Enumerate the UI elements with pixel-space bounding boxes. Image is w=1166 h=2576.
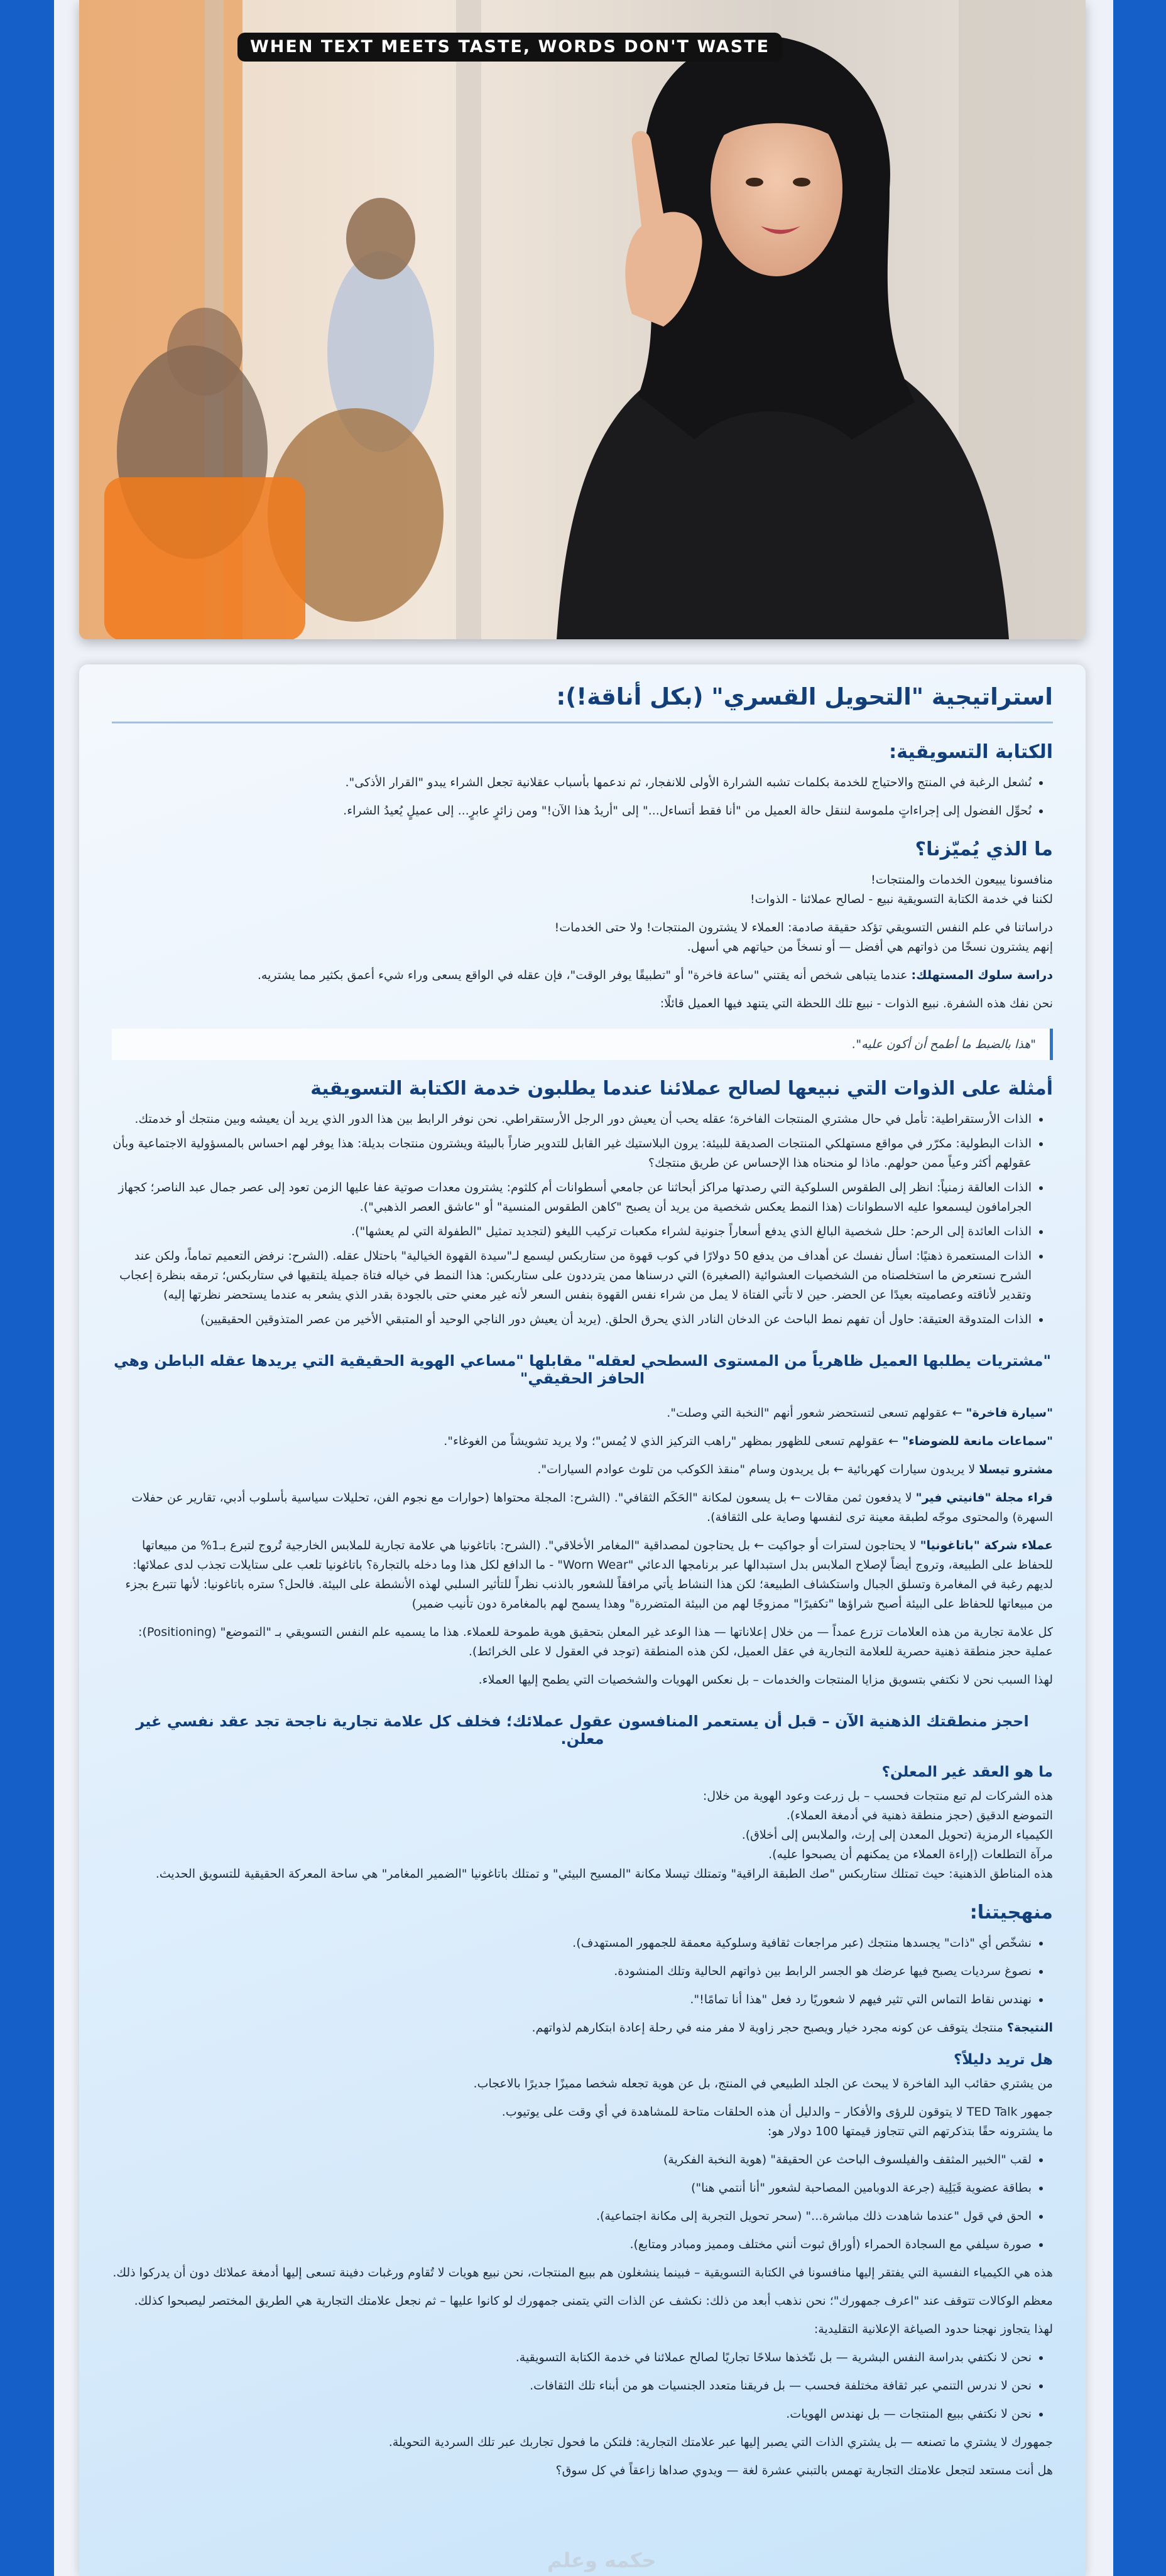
faded-watermark-text: حكمه وعلم bbox=[547, 2548, 657, 2572]
example-label: "سيارة فاخرة" bbox=[966, 1406, 1053, 1420]
example-text: لا يريدون سيارات كهربائية ← بل يريدون وسام "منقذ الكوكب من تلوث عوادم السيارات". bbox=[537, 1463, 976, 1476]
paragraph bbox=[112, 966, 1053, 985]
article-content bbox=[112, 683, 1053, 2489]
paragraph: معظم الوكالات تتوقف عند "اعرف جمهورك"؛ نحن نذهب أبعد من ذلك: نكشف عن الذات التي يتمنى جمهورك لو كانوا عليها – ثم نجعل علامتك التجارية هي الطريق المختصر ليصبحوا كذلك. bbox=[134, 2294, 1053, 2308]
section-heading-book-mental-zone: احجز منطقتك الذهنية الآن – قبل أن يستعمر المنافسون عقول عملائك؛ فخلف كل علامة تجارية ناجحة تجد عقد نفسي غير معلن. bbox=[136, 1713, 1029, 1748]
paragraph: هل أنت مستعد لتجعل علامتك التجارية تهمس بالتبني عشرة لغة — ويدوي صداها زاعقاً في كل سوق؟ bbox=[555, 2464, 1053, 2477]
paragraph: هذه هي الكيمياء النفسية التي يفتقر إليها منافسونا في الكتابة التسويقية – فبينما ينشغلون هم ببيع المنتجات، نحن نبيع هويات لا تُقاوم ورغبات دفينة تسعى إليها أدمغة عملائك دون أن يدركوا ذلك. bbox=[112, 2266, 1053, 2280]
example-text: ← عقولهم تسعى لتستحضر شعور أنهم "النخبة التي وصلت". bbox=[667, 1406, 962, 1420]
example-paragraph bbox=[112, 1488, 1053, 1527]
example-paragraph bbox=[112, 1432, 1053, 1451]
paragraph: من يشتري حقائب اليد الفاخرة لا يبحث عن الجلد الطبيعي في المنتج، بل عن هوية تجعله شخصا مميزًا جديرًا بالاعجاب. bbox=[473, 2077, 1053, 2091]
list-item: • نحن لا نكتفي ببيع المنتجات — بل نهندس الهويات. bbox=[112, 2405, 1032, 2424]
list-item: • نهندس نقاط التماس التي تثير فيهم لا شعوريًا رد فعل "هذا أنا تمامًا!". bbox=[112, 1990, 1032, 2010]
list-item: • الذات الأرستقراطية: تأمل في حال مشتري المنتجات الفاخرة؛ عقله يحب أن يعيش دور الرجل الأرستقراطي. نحن نوفر الرابط بين هذا الدور الذي يريد أن يعيشه وبين منتجك أو خدمتك. bbox=[112, 1110, 1032, 1129]
result-label: النتيجة؟ bbox=[1006, 2021, 1053, 2035]
example-text: ← عقولهم تسعى للظهور بمظهر "راهب التركيز الذي لا يُمس"؛ ولا يريد تشويشاً من الغوغاء". bbox=[444, 1434, 899, 1448]
page bbox=[54, 0, 1113, 2576]
example-paragraph bbox=[112, 1460, 1053, 1480]
list-item: • لقب "الخبير المثقف والفيلسوف الباحث عن الحقيقة" (هوية النخبة الفكرية) bbox=[112, 2150, 1032, 2170]
list-item: • الذات العالقة زمنياً: انظر إلى الطقوس السلوكية التي رصدتها مراكز أبحاثنا عن جامعي أسطوانات أم كلثوم: يشترون معدات صوتية عفا عليها الزمن تعود إلى عصر جمال عبد الناصر؛ كجهاز الجرامافون ليسمعوا عليه الاسطوانات (هذا النمط يعكس شخصية من يريد أن يصبح "كاهن الطقوس المنسية" أو "عاشق العصر الذهبي"). bbox=[112, 1178, 1032, 1217]
hero-image bbox=[79, 0, 1086, 639]
section-heading-methodology: منهجيتنا: bbox=[969, 1902, 1053, 1924]
paragraph: جمهورك لا يشتري ما تصنعه — بل يشتري الذات التي يصبر إليها عبر علامتك التجارية: فلتكن ما فحول تجاربك عبر تلك السردية التحويلة. bbox=[388, 2435, 1053, 2449]
paragraph: كل علامة تجارية من هذه العلامات تزرع عمداً — من خلال إعلاناتها — هذا الوعد غير المعلن بتحقيق هوية طموحة للعملاء. هذا ما يسميه علم النفس التسويقي بـ "التموضع" (Positioning): عملية حجز منطقة ذهنية حصرية للعلامة التجارية في عقل العميل، لكن هذه المنطقة (توجد في العقول لا على الخرائط). bbox=[138, 1625, 1053, 1659]
list-item: • نشخّص أي "ذات" يجسدها منتجك (عبر مراجعات ثقافية وسلوكية معمقة للجمهور المستهدف). bbox=[112, 1934, 1032, 1953]
section-heading-marketing-writing: الكتابة التسويقية: bbox=[889, 741, 1053, 763]
paragraph: لكننا في خدمة الكتابة التسويقية نبيع - لصالح عملائنا - الذوات! bbox=[749, 892, 1053, 906]
paragraph: نحن نفك هذه الشفرة. نبيع الذوات - نبيع تلك اللحظة التي يتنهد فيها العميل قائلًا: bbox=[660, 997, 1053, 1010]
list-item: • بطاقة عضوية قَبَلِية (جرعة الدوبامين المصاحبة لشعور "أنا أنتمي هنا") bbox=[112, 2178, 1032, 2198]
line: التموضع الدقيق (حجز منطقة ذهنية في أدمغة العملاء). bbox=[786, 1809, 1053, 1822]
paragraph: إنهم يشترون نسخًا من ذواتهم هي أفضل — أو نسخاً من حياتهم هي أسهل. bbox=[687, 940, 1053, 954]
list-item: • صورة سيلفي مع السجادة الحمراء (أوراق ثبوت أنني مختلف ومميز ومبادر ومتابع). bbox=[112, 2235, 1032, 2254]
paragraph: لهذا السبب نحن لا نكتفي بتسويق مزايا المنتجات والخدمات – بل نعكس الهويات والشخصيات التي يطمح إليها العملاء. bbox=[478, 1673, 1053, 1687]
methodology-list bbox=[112, 1934, 1053, 2010]
consumer-behavior-label: دراسة سلوك المستهلك: bbox=[911, 968, 1053, 982]
example-label: "سماعات مانعة للضوضاء" bbox=[902, 1434, 1053, 1448]
list-item: • الذات البطولية: مكرّر في مواقع مستهلكي المنتجات الصديقة للبيئة: يرون البلاستيك غير القابل للتدوير ضاراً بالبيئة ويشترون منتجات بديلة: هذا يوفر لهم احساس بالمسؤولية الاجتماعية وبأن عقولهم أكثر وعياً ممن حولهم. ماذا لو منحناه هذا الإحساس عن طريق منتجك؟ bbox=[112, 1134, 1032, 1173]
example-label: قراء مجلة "فانيتي فير" bbox=[915, 1491, 1053, 1505]
list-item: • الذات العائدة إلى الرحم: حلل شخصية البالغ الذي يدفع أسعاراً جنونية لشراء مكعبات تركيب الليغو (لتجديد تمثيل "الطفولة التي لم يعشها"). bbox=[112, 1222, 1032, 1242]
approach-list bbox=[112, 2348, 1053, 2424]
subheading-unwritten-contract: ما هو العقد غير المعلن؟ bbox=[881, 1764, 1053, 1780]
example-paragraph bbox=[112, 1404, 1053, 1423]
hero-caption: WHEN TEXT MEETS TASTE, WORDS DON'T WASTE bbox=[237, 33, 782, 62]
list-item: • نصوغ سرديات يصبح فيها عرضك هو الجسر الرابط بين ذواتهم الحالية وتلك المنشودة. bbox=[112, 1962, 1032, 1981]
hero-photo-illustration bbox=[79, 0, 1086, 639]
right-blue-band bbox=[1113, 0, 1166, 2576]
example-label: عملاء شركة "باتاغونيا" bbox=[920, 1539, 1053, 1552]
article-title: استراتيجية "التحويل القسري" (بكل أناقة!): bbox=[112, 683, 1053, 723]
result-text: منتجك يتوقف عن كونه مجرد خيار ويصبح حجر زاوية لا مفر منه في رحلة إعادة ابتكارهم لذواتهم. bbox=[531, 2021, 1003, 2035]
example-text: لا يدفعون ثمن مقالات ← بل يسعون لمكانة "الحَكَم الثقافي". (الشرح: المجلة محتواها (حوارات مع نجوم الفن، تحليلات سياسية بأسلوب أدبي، تقارير عن حفلات السهرة) والمحتوى موجّه لطبقة معينة ترى لنفسها وصاية على الثقافة). bbox=[131, 1491, 1053, 1524]
paragraph: جمهور TED Talk لا يتوقون للرؤى والأفكار – والدليل أن هذه الحلقات متاحة للمشاهدة في أي وقت على يوتيوب. bbox=[501, 2105, 1053, 2119]
example-paragraph bbox=[112, 1536, 1053, 1614]
marketing-writing-list bbox=[112, 773, 1053, 821]
line: الكيمياء الرمزية (تحويل المعدن إلى إرث، والملابس إلى أخلاق). bbox=[741, 1828, 1053, 1842]
proof-list bbox=[112, 2150, 1053, 2254]
paragraph bbox=[112, 2018, 1053, 2038]
section-heading-surface-vs-identity: "مشتريات يطلبها العميل ظاهرياً من المستوى السطحي لعقله" مقابلها "مساعي الهوية الحقيقية التي يريدها عقله الباطن وهي الحافز الحقيقي" bbox=[114, 1352, 1051, 1387]
list-item: • الذات المتدوقة العتيقة: حاول أن تفهم نمط الباحث عن الدخان النادر الذي يحرق الحلق. (يريد أن يعيش دور الناجي الوحيد أو المتبقي الأخير من عصر المتذوقين الحقيقيين) bbox=[112, 1310, 1032, 1329]
blockquote: "هذا بالضبط ما أطمح أن أكون عليه". bbox=[112, 1029, 1053, 1060]
list-item: • نُشعل الرغبة في المنتج والاحتياج للخدمة بكلمات تشبه الشرارة الأولى للانفجار، ثم ندعمها بأسباب عقلانية تجعل الشراء يبدو "القرار الأذكى". bbox=[112, 773, 1032, 793]
line: هذه الشركات لم تبع منتجات فحسب – بل زرعت وعود الهوية من خلال: bbox=[702, 1789, 1053, 1803]
example-text: لا يحتاجون لسترات أو جواكيت ← بل يحتاجون لمصداقية "المغامر الأخلاقي". (الشرح: باتاغونيا هي علامة تجارية للملابس الخارجية تُروج لتبرع بـ1% من مبيعاتها للحفاظ على الطبيعة، وتروج أيضاً لإصلاح الملابس بدل استبدالها عبر برنامجها الدعائي "Worn Wear" - ما الدافع لكل هذا وما دخله بالتجارة؟ باتاغونيا تلعب على ستايلات تجذب لدى عملائها: لديهم رغبة في المغامرة وتسلق الجبال واستكشاف الطبيعة؛ لكن هذا النشاط يأتي مرافقاً للشعور بالذنب نظراً للتأثير السلبي لهذه الأنشطة على البيئة. فالحل؟ ستره باتاغونيا: لأنها تتبرع بجزء من مبيعاتها للحفاظ على البيئة أصبح شراؤها "تكفيرًا" ممزوجًا لهم من البيئة المتضررة" وهذا يسمح لهم بالمغامرة دون تأنيب ضمير) bbox=[125, 1539, 1053, 1611]
left-blue-band bbox=[0, 0, 54, 2576]
paragraph: دراساتنا في علم النفس التسويقي تؤكد حقيقة صادمة: العملاء لا يشترون المنتجات! ولا حتى الخدمات! bbox=[554, 921, 1053, 934]
section-heading-what-distinguishes-us: ما الذي يُميّزنا؟ bbox=[915, 838, 1053, 860]
list-item: • الحق في قول "عندما شاهدت ذلك مباشرة..." (سحر تحويل التجربة إلى مكانة اجتماعية). bbox=[112, 2207, 1032, 2226]
list-item: • نحن لا نكتفي بدراسة النفس البشرية — بل نتّخذها سلاحًا تجاريًا لصالح عملائنا في خدمة الكتابة التسويقية. bbox=[112, 2348, 1032, 2368]
identity-examples-list bbox=[112, 1110, 1053, 1329]
consumer-behavior-text: عندما يتباهى شخص أنه يقتني "ساعة فاخرة" أو "تطبيقًا يوفر الوقت"، فإن عقله في الواقع يسعى وراء شيء أعمق بكثير مما يشتريه. bbox=[257, 968, 908, 982]
paragraph: لهذا يتجاوز نهجنا حدود الصياغة الإعلانية التقليدية: bbox=[814, 2322, 1053, 2336]
paragraph: ما يشترونه حقًا بتذكرتهم التي تتجاوز قيمتها 100 دولار هو: bbox=[767, 2124, 1053, 2138]
list-item: • نحن لا ندرس التنمي عبر ثقافة مختلفة فحسب — بل فريقنا متعدد الجنسيات هو من أبناء تلك الثقافات. bbox=[112, 2376, 1032, 2396]
article-card bbox=[79, 664, 1086, 2576]
list-item: • نُحوِّل الفضول إلى إجراءاتٍ ملموسة لننقل حالة العميل من "أنا فقط أتساءل..." إلى "أريدُ هذا الآن!" ومن زائرٍ عابرٍ... إلى عميلٍ يُعيدُ الشراء. bbox=[112, 801, 1032, 821]
paragraph: منافسونا يبيعون الخدمات والمنتجات! bbox=[871, 873, 1053, 887]
example-label: مشترو تيسلا bbox=[979, 1463, 1053, 1476]
section-heading-identity-examples: أمثلة على الذوات التي نبيعها لصالح عملائنا عندما يطلبون خدمة الكتابة التسويقية bbox=[310, 1078, 1053, 1100]
list-item: • الذات المستعمرة ذهنيًا: اسأل نفسك عن أهداف من يدفع 50 دولارًا في كوب قهوة من ستاربكس ليسمع لـ"سيدة القهوة الخيالية" باحتلال عقله. (الشرح: نرفض التعميم تماماً، ولكن عند الشرح نستعرض ما استخلصناه من الشخصيات العشوائية (الصغيرة) التي درسناها ممن يترددون على ستاربكس: هذا النمط في خياله فتاة جميلة يلتقيها في ستاربكس؛ ترمقه بنظرة إعجاب وتقدير لأناقته وعصاميته بعيدًا عن الحضر. حين لا تأتي الفتاة لا يمل من شراء نفس القهوة بنفس السعر لأنه غير معني حتى بالجودة بقدر الذي يشعر به عندما يستحضر نظرتها إليه) bbox=[112, 1247, 1032, 1305]
line: مرآة التطلعات (إراءة العملاء من يمكنهم أن يصبحوا عليه). bbox=[768, 1848, 1053, 1861]
subheading-want-proof: هل تريد دليلاً؟ bbox=[954, 2052, 1053, 2068]
line: هذه المناطق الذهنية: حيث تمتلك ستاربكس "صك الطبقة الراقية" وتمتلك تيسلا مكانة "المسيح البيئي" و تمتلك باتاغونيا "الضمير المغامر" هي ساحة المعركة الحقيقية للتسويق الحديث. bbox=[155, 1867, 1053, 1881]
